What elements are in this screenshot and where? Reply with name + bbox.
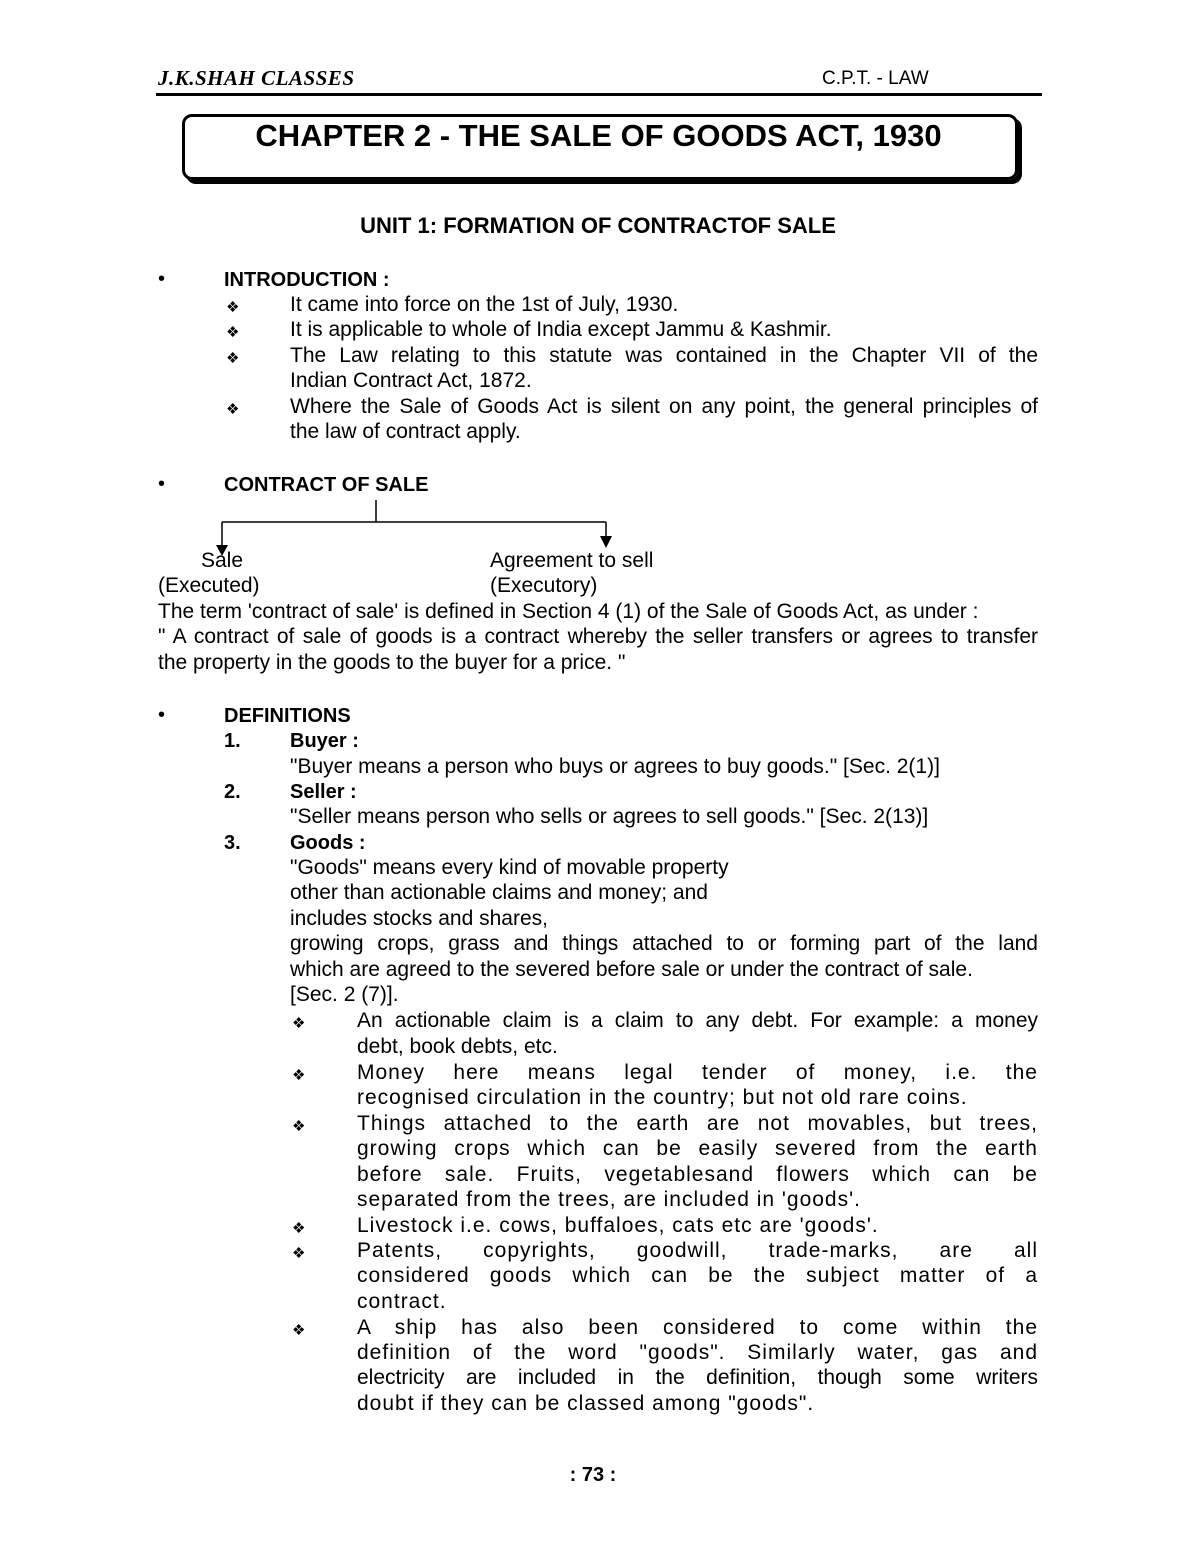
definition-text-line: The term 'contract of sale' is defined in Section 4 (1) of the Sale of Goods Act, as under : [158, 600, 979, 623]
diamond-bullet-icon: ❖ [292, 1118, 306, 1135]
buyer-term: Buyer : [290, 730, 359, 752]
unit-title: UNIT 1: FORMATION OF CONTRACTOF SALE [360, 213, 836, 238]
goods-definition-line: other than actionable claims and money; and [290, 881, 708, 904]
diamond-bullet-icon: ❖ [292, 1322, 306, 1339]
goods-note-line: before sale. Fruits, vegetablesand flowers which can be [357, 1163, 1038, 1186]
diamond-bullet-icon: ❖ [226, 299, 240, 316]
intro-item: It is applicable to whole of India except Jammu & Kashmir. [290, 318, 832, 341]
contract-of-sale-heading: CONTRACT OF SALE [224, 474, 429, 496]
diamond-bullet-icon: ❖ [292, 1245, 306, 1262]
goods-note-line: considered goods which can be the subject matter of a [357, 1264, 1038, 1287]
goods-definition-line: growing crops, grass and things attached to or forming part of the land [290, 932, 1038, 955]
diamond-bullet-icon: ❖ [226, 350, 240, 367]
sale-label: Sale [201, 549, 244, 572]
goods-note-line: A ship has also been considered to come within the [357, 1316, 1038, 1339]
goods-note-line: An actionable claim is a claim to any debt. For example: a money [357, 1009, 1038, 1032]
bullet-icon: • [158, 704, 166, 726]
buyer-definition: "Buyer means a person who buys or agrees to buy goods." [Sec. 2(1)] [290, 755, 940, 778]
goods-note-line: growing crops which can be easily severed from the earth [357, 1137, 1038, 1160]
goods-term: Goods : [290, 832, 366, 854]
goods-definition-line: which are agreed to the severed before sale or under the contract of sale. [290, 958, 973, 981]
diamond-bullet-icon: ❖ [292, 1015, 306, 1032]
intro-item-continued: the law of contract apply. [290, 420, 521, 443]
goods-note-line: Livestock i.e. cows, buffaloes, cats etc are 'goods'. [357, 1214, 879, 1237]
goods-note-line: doubt if they can be classed among "goods". [357, 1392, 815, 1415]
goods-note-line: Money here means legal tender of money, i.e. the [357, 1061, 1038, 1084]
goods-note-line: recognised circulation in the country; but not old rare coins. [357, 1086, 968, 1109]
diamond-bullet-icon: ❖ [292, 1220, 306, 1237]
definition-number: 3. [224, 832, 241, 854]
definition-text-line: the property in the goods to the buyer for a price. " [158, 651, 626, 674]
agreement-sub-label: (Executory) [490, 574, 598, 597]
sale-sub-label: (Executed) [158, 574, 260, 597]
bullet-icon: • [158, 473, 166, 495]
seller-definition: "Seller means person who sells or agrees to sell goods." [Sec. 2(13)] [290, 805, 929, 828]
introduction-heading: INTRODUCTION : [224, 269, 390, 291]
definition-number: 1. [224, 730, 241, 752]
seller-term: Seller : [290, 781, 357, 803]
arrow-down-icon [600, 536, 612, 548]
definition-text-line: " A contract of sale of goods is a contract whereby the seller transfers or agrees to transfer [158, 625, 1038, 648]
diamond-bullet-icon: ❖ [226, 324, 240, 341]
goods-definition-line: [Sec. 2 (7)]. [290, 983, 399, 1006]
goods-note-line: definition of the word "goods". Similarly water, gas and [357, 1341, 1038, 1364]
goods-definition-line: "Goods" means every kind of movable property [290, 856, 729, 879]
intro-item: Where the Sale of Goods Act is silent on any point, the general principles of [290, 395, 1038, 418]
intro-item-continued: Indian Contract Act, 1872. [290, 369, 532, 392]
diamond-bullet-icon: ❖ [226, 401, 240, 418]
page-number: : 73 : [569, 1464, 617, 1486]
goods-note-line: contract. [357, 1290, 447, 1313]
goods-note-line: Patents, copyrights, goodwill, trade-marks, are all [357, 1239, 1038, 1262]
goods-note-line: separated from the trees, are included in 'goods'. [357, 1188, 861, 1211]
goods-note-line: debt, book debts, etc. [357, 1035, 558, 1058]
intro-item: The Law relating to this statute was contained in the Chapter VII of the [290, 344, 1038, 367]
goods-definition-line: includes stocks and shares, [290, 907, 548, 930]
header-left: J.K.SHAH CLASSES [158, 66, 355, 90]
header-right: C.P.T. - LAW [822, 68, 929, 89]
intro-item: It came into force on the 1st of July, 1930. [290, 293, 679, 316]
diamond-bullet-icon: ❖ [292, 1067, 306, 1084]
bullet-icon: • [158, 268, 166, 290]
agreement-to-sell-label: Agreement to sell [490, 549, 654, 572]
goods-note-line: electricity are included in the definition, though some writers [357, 1366, 1038, 1389]
definition-number: 2. [224, 781, 241, 803]
definitions-heading: DEFINITIONS [224, 705, 351, 727]
goods-note-line: Things attached to the earth are not movables, but trees, [357, 1112, 1038, 1135]
chapter-title: CHAPTER 2 - THE SALE OF GOODS ACT, 1930 [255, 118, 942, 153]
